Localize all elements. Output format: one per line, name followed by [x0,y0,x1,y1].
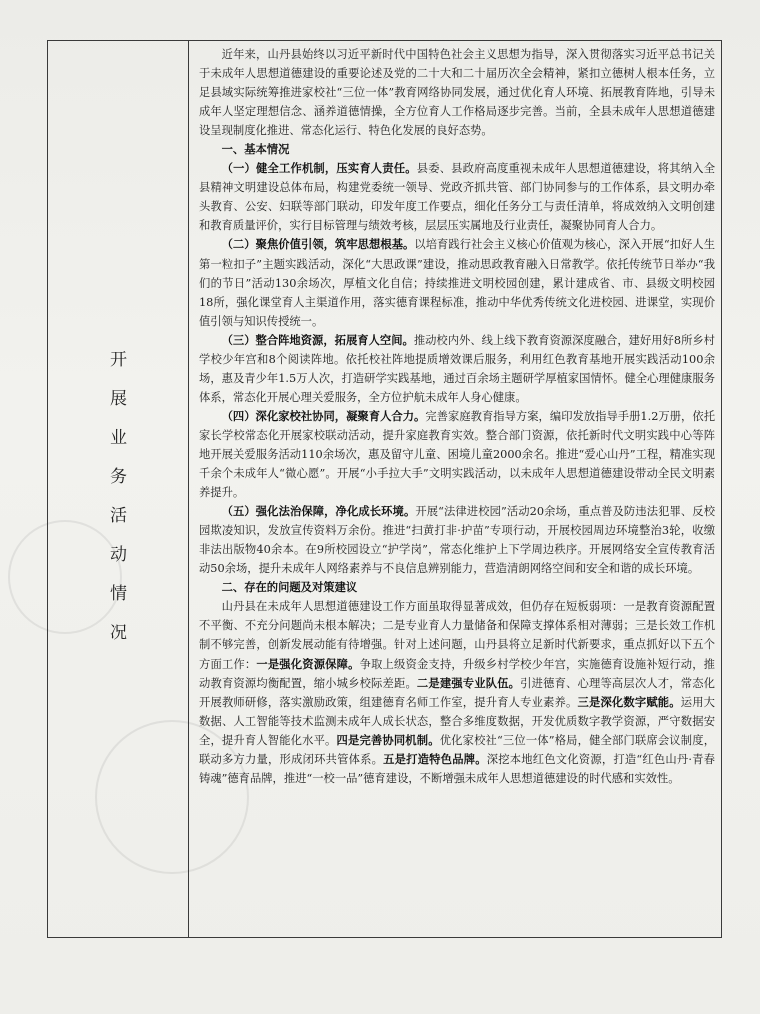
body-text: 运用大数据、人工智能等技术监测未成年人成长状态，整合多维度数据，开发优质数字教学资源，严守数据安全，提升育人智能化水平。 [199,695,715,747]
heading-text: （二）聚焦价值引领，筑牢思想根基。 [221,238,415,252]
section-label-char: 活 [110,506,127,526]
paragraph [199,235,715,330]
body-text: 完善家庭教育指导方案，编印发放指导手册1.2万册，依托家长学校常态化开展家校联动活动，提升家庭教育实效。整合部门资源，依托新时代文明实践中心等阵地开展关爱服务活动110余场次，惠及留守儿童、困境儿童2000余名。推进“爱心山丹”工程，精准实现千余个未成年人“微心愿”。开展“小手拉大手”文明实践活动，以未成年人思想道德建设带动全民文明素养提升。 [199,409,715,500]
section-label-column [48,41,189,937]
paragraph [199,597,715,787]
paragraph [199,331,715,407]
paragraph [199,407,715,502]
body-text: 近年来，山丹县始终以习近平新时代中国特色社会主义思想为指导，深入贯彻落实习近平总书记关于未成年人思想道德建设的重要论述及党的二十大和二十届历次全会精神，紧扣立德树人根本任务，立足县域实际统筹推进家校社“三位一体”教育网络协同发展，通过优化育人环境、拓展教育阵地，引导未成年人坚定理想信念、涵养道德情操，全方位育人工作格局逐步完善。当前，全县未成年人思想道德建设呈现制度化推进、常态化运行、特色化发展的良好态势。 [199,48,715,138]
heading-text: （一）健全工作机制，压实育人责任。 [221,162,417,176]
body-text: 深挖本地红色文化资源，打造“红色山丹·青春铸魂”德育品牌，推进“一校一品”德育建设，不断增强未成年人思想道德建设的时代感和实效性。 [199,752,715,785]
section-label-char: 况 [110,623,127,643]
body-text: 开展“法律进校园”活动20余场，重点普及防违法犯罪、反校园欺凌知识，发放宣传资料万余份。推进“扫黄打非·护苗”专项行动，开展校园周边环境整治3轮，收缴非法出版物40余本。在9所校园设立“护学岗”，常态化维护上下学周边秩序。开展网络安全宣传教育活动50余场，提升未成年人网络素养与不良信息辨别能力，营造清朗网络空间和安全和谐的成长环境。 [199,505,715,576]
paragraph [199,140,715,159]
heading-text: 三是深化数字赋能。 [577,695,681,709]
heading-text: 一、基本情况 [221,143,290,157]
section-label-char: 动 [110,545,127,565]
body-text: 推动校内外、线上线下教育资源深度融合，建好用好8所乡村学校少年宫和8个阅读阵地。依托校社阵地提质增效课后服务，利用红色教育基地开展实践活动100余场，惠及青少年1.5万人次，打造研学实践基地，通过百余场主题研学厚植家国情怀。健全心理健康服务体系，常态化开展心理关爱服务，全方位护航未成年人身心健康。 [199,333,715,404]
section-label-char: 展 [110,389,127,409]
section-label-char: 开 [110,350,127,370]
heading-text: （四）深化家校社协同，凝聚育人合力。 [221,409,426,423]
heading-text: 四是完善协同机制。 [336,733,440,747]
body-text: 争取上级资金支持，升级乡村学校少年宫，实施德育设施补短行动，推动教育资源均衡配置，缩小城乡校际差距。 [199,657,715,690]
heading-text: 二是建强专业队伍。 [416,676,521,690]
heading-text: （五）强化法治保障，净化成长环境。 [221,505,416,519]
paragraph [199,578,715,597]
body-text: 优化家校社“三位一体”格局，健全部门联席会议制度，联动多方力量，形成闭环共管体系。 [199,733,715,766]
table-frame [47,40,722,938]
body-text: 引进德育、心理等高层次人才，常态化开展教师研修，落实激励政策，组建德育名师工作室，提升育人专业素养。 [199,676,715,709]
paragraph [199,159,715,235]
paragraph [199,502,715,578]
section-label-char: 业 [110,428,127,448]
heading-text: 一是强化资源保障。 [256,657,360,671]
section-label-char: 务 [110,467,127,487]
section-label-char: 情 [110,584,127,604]
section-label [48,341,189,653]
paragraph [199,45,715,140]
heading-text: （三）整合阵地资源，拓展育人空间。 [221,333,414,347]
body-text: 以培育践行社会主义核心价值观为核心，深入开展“扣好人生第一粒扣子”主题实践活动，深化“大思政课”建设，推动思政教育融入日常教学。依托传统节日举办“我们的节日”活动130余场次，厚植文化自信；持续推进文明校园创建，累计建成省、市、县级文明校园18所，强化课堂育人主渠道作用，落实德育课程标准，推动中华优秀传统文化进校园、进课堂，实现价值引领与知识传授统一。 [199,238,715,328]
body-text: 县委、县政府高度重视未成年人思想道德建设，将其纳入全县精神文明建设总体布局，构建党委统一领导、党政齐抓共管、部门协同参与的工作体系，县文明办牵头教育、公安、妇联等部门联动，印发年度工作要点，细化任务分工与责任清单，将成效纳入文明创建和教育质量评价，实行目标管理与绩效考核，层层压实属地及行业责任，凝聚协同育人合力。 [199,162,715,233]
content-cell [199,45,715,788]
heading-text: 二、存在的问题及对策建议 [221,581,358,595]
heading-text: 五是打造特色品牌。 [383,752,487,766]
body-text: 山丹县在未成年人思想道德建设工作方面虽取得显著成效，但仍存在短板弱项：一是教育资源配置不平衡、不充分问题尚未根本解决；二是专业育人力量储备和保障支撑体系相对薄弱；三是长效工作机制不够完善，创新发展动能有待增强。针对上述问题，山丹县将立足新时代新要求，重点抓好以下五个方面工作： [199,600,715,671]
